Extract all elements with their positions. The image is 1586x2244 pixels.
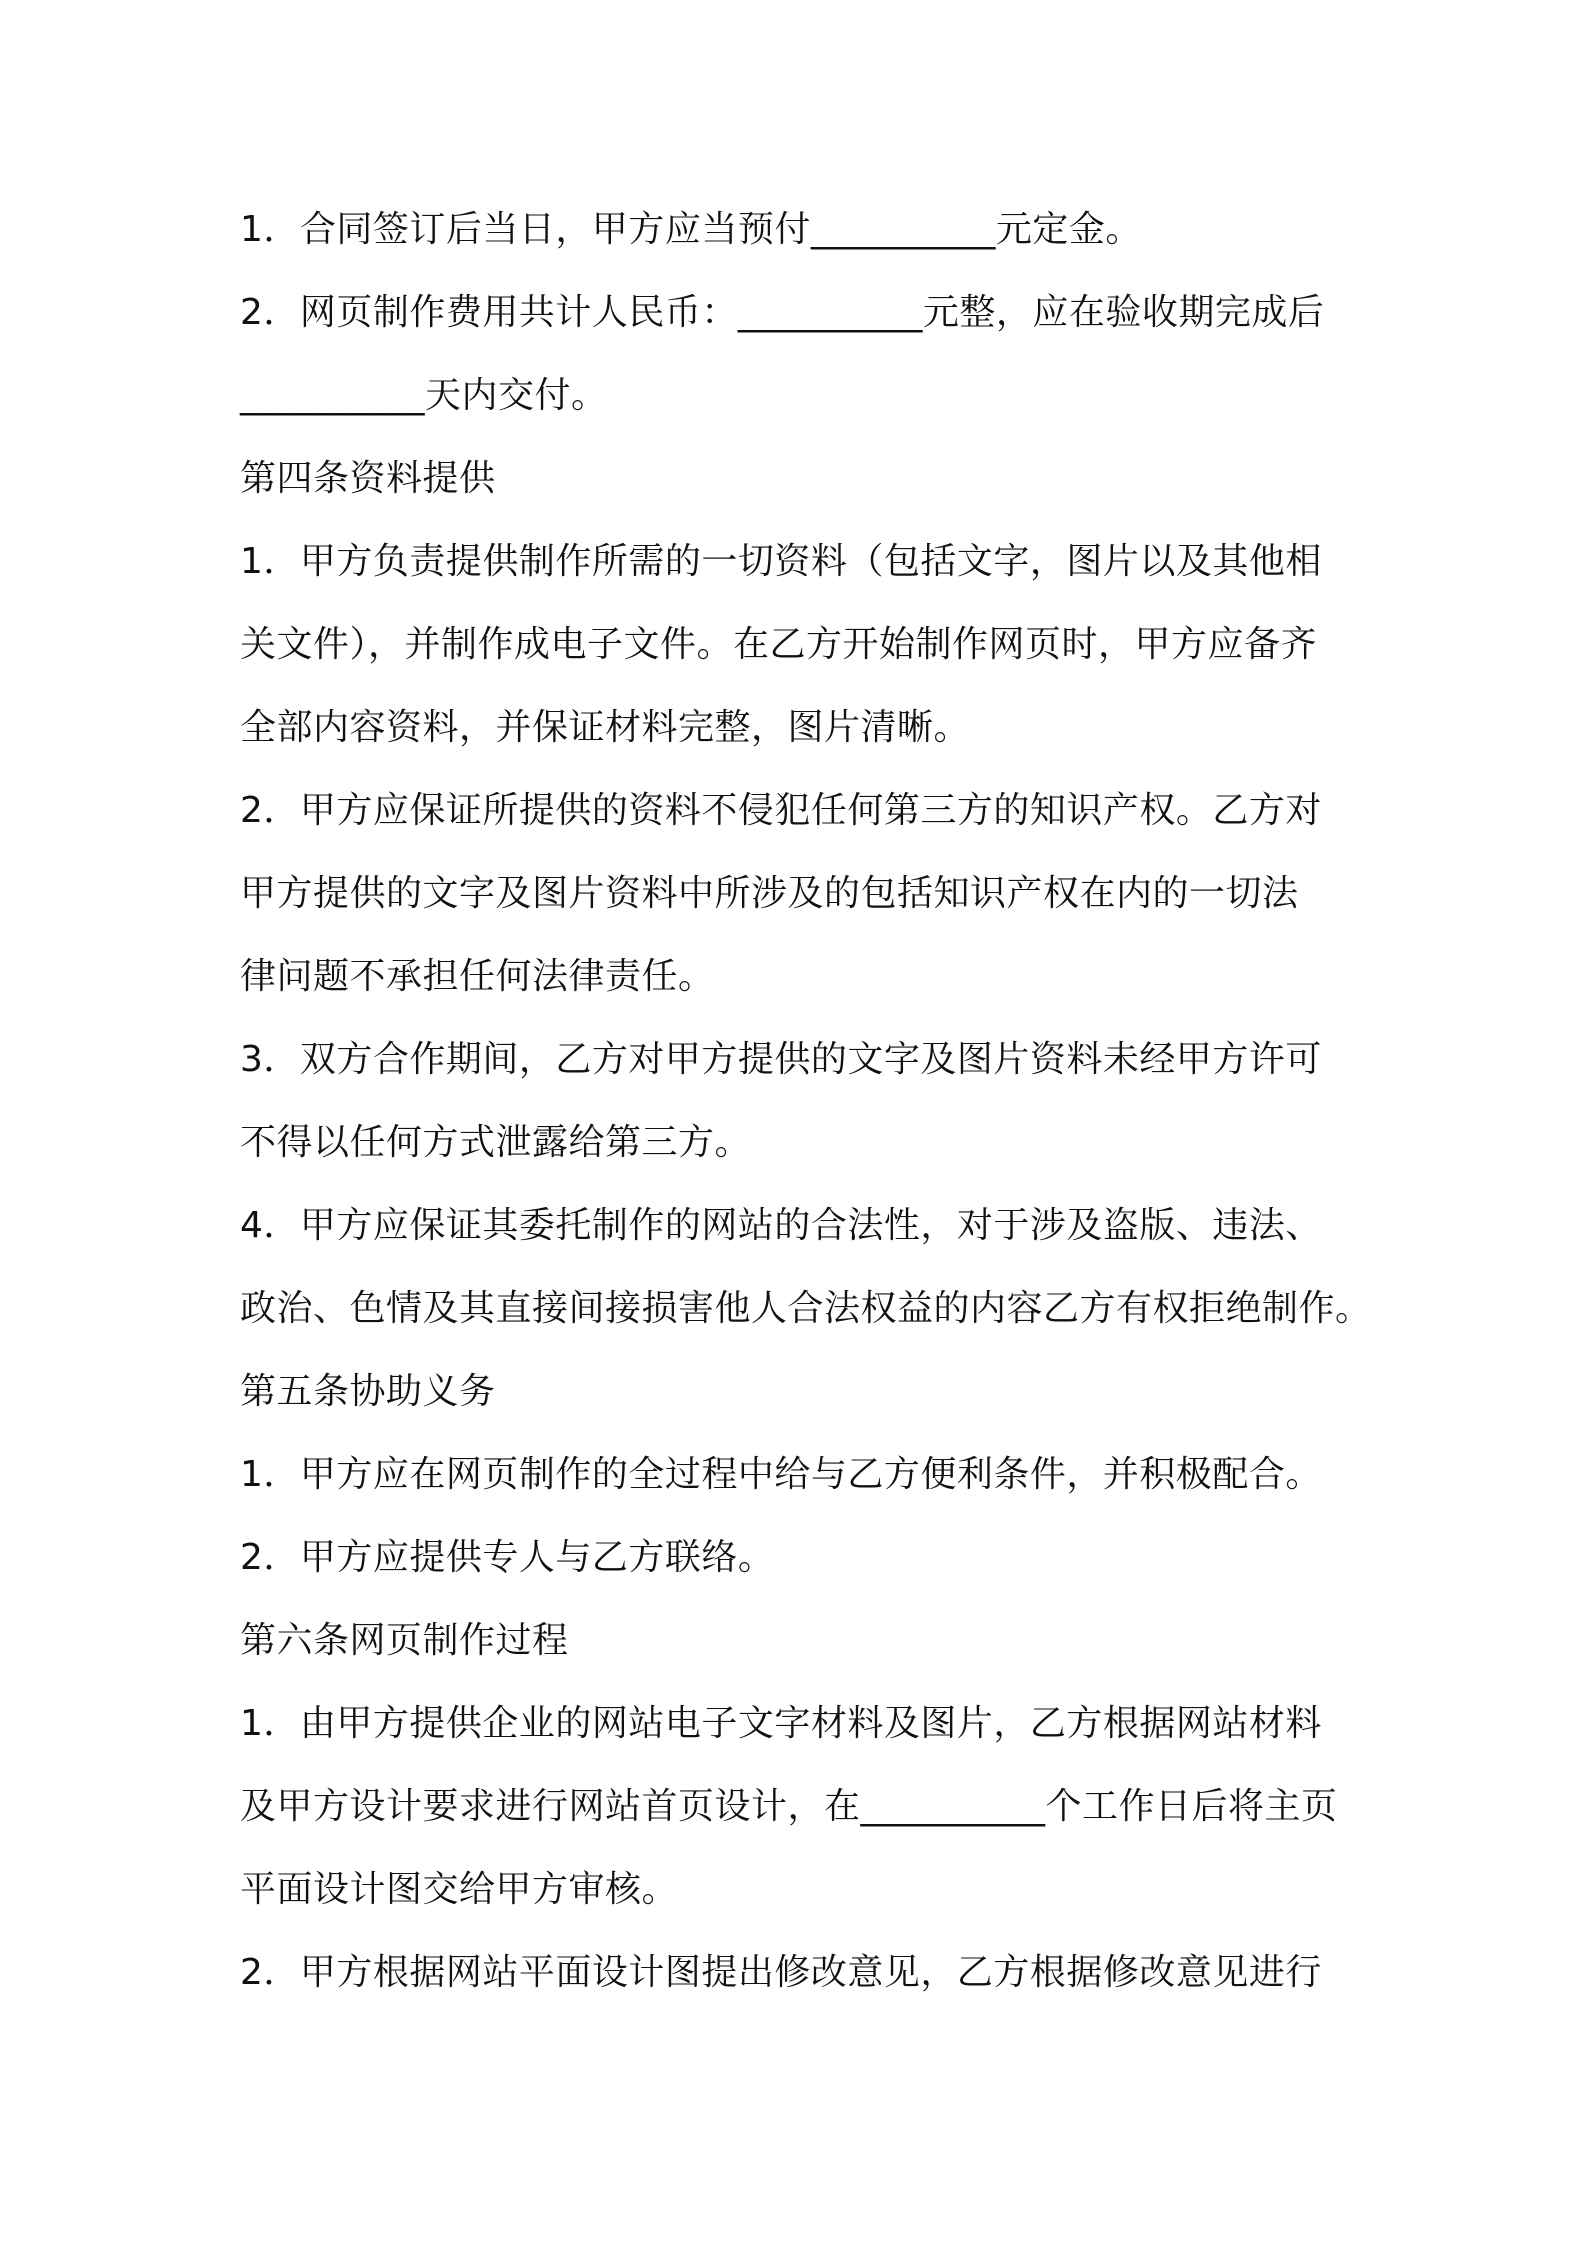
clause-4-3-line-1: 3．双方合作期间，乙方对甲方提供的文字及图片资料未经甲方许可 xyxy=(240,1039,1322,1080)
clause-5-2-line-1: 2．甲方应提供专人与乙方联络。 xyxy=(240,1537,775,1578)
clause-4-2-line-1: 2．甲方应保证所提供的资料不侵犯任何第三方的知识产权。乙方对 xyxy=(240,790,1322,831)
section-5-heading: 第五条协助义务 xyxy=(240,1371,496,1412)
clause-6-1-line-2: 及甲方设计要求进行网站首页设计，在__________个工作日后将主页 xyxy=(240,1786,1338,1827)
clause-3-2-line-2: __________天内交付。 xyxy=(240,375,608,416)
clause-6-1-line-3: 平面设计图交给甲方审核。 xyxy=(240,1869,679,1910)
clause-6-1-line-1: 1．由甲方提供企业的网站电子文字材料及图片，乙方根据网站材料 xyxy=(240,1703,1322,1744)
clause-4-1-line-2: 关文件），并制作成电子文件。在乙方开始制作网页时，甲方应备齐 xyxy=(240,624,1318,665)
clause-3-1-line-1: 1．合同签订后当日，甲方应当预付__________元定金。 xyxy=(240,209,1142,250)
clause-4-4-line-1: 4．甲方应保证其委托制作的网站的合法性，对于涉及盗版、违法、 xyxy=(240,1205,1322,1246)
clause-4-1-line-1: 1．甲方负责提供制作所需的一切资料（包括文字，图片以及其他相 xyxy=(240,541,1322,582)
clause-4-4-line-2: 政治、色情及其直接间接损害他人合法权益的内容乙方有权拒绝制作。 xyxy=(240,1288,1372,1329)
clause-4-2-line-3: 律问题不承担任何法律责任。 xyxy=(240,956,715,997)
clause-6-2-line-1: 2．甲方根据网站平面设计图提出修改意见，乙方根据修改意见进行 xyxy=(240,1952,1322,1993)
clause-4-1-line-3: 全部内容资料，并保证材料完整，图片清晰。 xyxy=(240,707,971,748)
clause-3-2-line-1: 2．网页制作费用共计人民币：__________元整，应在验收期完成后 xyxy=(240,292,1325,333)
section-6-heading: 第六条网页制作过程 xyxy=(240,1620,569,1661)
clause-4-3-line-2: 不得以任何方式泄露给第三方。 xyxy=(240,1122,752,1163)
section-4-heading: 第四条资料提供 xyxy=(240,458,496,499)
clause-5-1-line-1: 1．甲方应在网页制作的全过程中给与乙方便利条件，并积极配合。 xyxy=(240,1454,1322,1495)
clause-4-2-line-2: 甲方提供的文字及图片资料中所涉及的包括知识产权在内的一切法 xyxy=(240,873,1299,914)
